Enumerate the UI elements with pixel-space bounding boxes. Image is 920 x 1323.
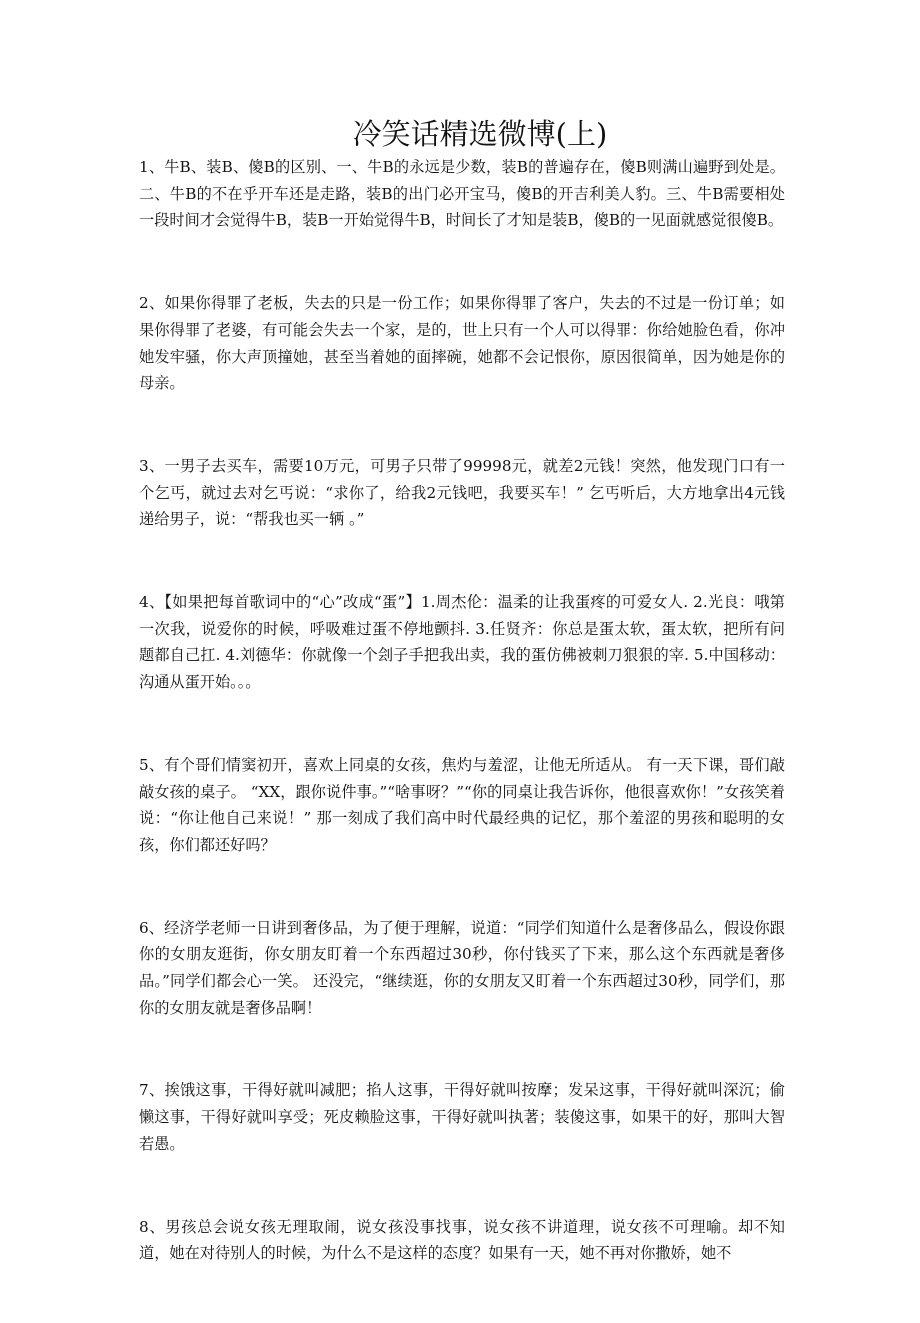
paragraph-8: 8、男孩总会说女孩无理取闹，说女孩没事找事，说女孩不讲道理，说女孩不可理喻。却不知道，她在对待别人的时候，为什么不是这样的态度？如果有一天，她不再对你撒娇，她不 [139, 1217, 785, 1263]
paragraph-5: 5、有个哥们情窦初开，喜欢上同桌的女孩，焦灼与羞涩，让他无所适从。 有一天下课，哥们敲敲女孩的桌子。 “XX，跟你说件事。”“啥事呀？”“你的同桌让我告诉你，他很喜欢你！”女孩笑着说：“你让他自己来说！” 那一刻成了我们高中时代最经典的记忆，那个羞涩的男孩和聪明的女孩，你们都还好吗？ [139, 755, 785, 854]
paragraph-6: 6、经济学老师一日讲到奢侈品，为了便于理解，说道：“同学们知道什么是奢侈品么，假设你跟你的女朋友逛街，你女朋友盯着一个东西超过30秒，你付钱买了下来，那么这个东西就是奢侈品。”同学们都会心一笑。 还没完，“继续逛，你的女朋友又盯着一个东西超过30秒，同学们，那你的女朋友就是奢侈品啊！ [139, 918, 785, 1017]
document-body [139, 154, 785, 1323]
paragraph-3: 3、一男子去买车，需要10万元，可男子只带了99998元，就差2元钱！突然，他发现门口有一个乞丐，就过去对乞丐说：“求你了，给我2元钱吧，我要买车！” 乞丐听后，大方地拿出4元钱递给男子，说：“帮我也买一辆 。” [139, 456, 785, 529]
document-title: 冷笑话精选微博(上) [352, 117, 608, 151]
paragraph-1: 1、牛B、装B、傻B的区别、一、牛B的永远是少数，装B的普遍存在，傻B则满山遍野到处是。二、牛B的不在乎开车还是走路，装B的出门必开宝马，傻B的开吉利美人豹。三、牛B需要相处一段时间才会觉得牛B，装B一开始觉得牛B，时间长了才知是装B，傻B的一见面就感觉很傻B。 [139, 158, 785, 230]
paragraph-2: 2、如果你得罪了老板，失去的只是一份工作；如果你得罪了客户，失去的不过是一份订单；如果你得罪了老婆，有可能会失去一个家，是的，世上只有一个人可以得罪：你给她脸色看，你冲她发牢骚，你大声顶撞她，甚至当着她的面摔碗，她都不会记恨你，原因很简单，因为她是你的母亲。 [139, 294, 785, 393]
paragraph-7: 7、挨饿这事，干得好就叫减肥；掐人这事，干得好就叫按摩；发呆这事，干得好就叫深沉；偷懒这事，干得好就叫享受；死皮赖脸这事，干得好就叫执著；装傻这事，如果干的好，那叫大智若愚。 [139, 1081, 785, 1153]
paragraph-4: 4、【如果把每首歌词中的“心”改成“蛋”】1.周杰伦：温柔的让我蛋疼的可爱女人. 2.光良：哦第一次我，说爱你的时候，呼吸难过蛋不停地颤抖. 3.任贤齐：你总是蛋太软，蛋太软，把所有问题都自己扛. 4.刘德华：你就像一个刽子手把我出卖，我的蛋仿佛被刺刀狠狠的宰. 5.中国移动：沟通从蛋开始。。。 [139, 593, 785, 692]
